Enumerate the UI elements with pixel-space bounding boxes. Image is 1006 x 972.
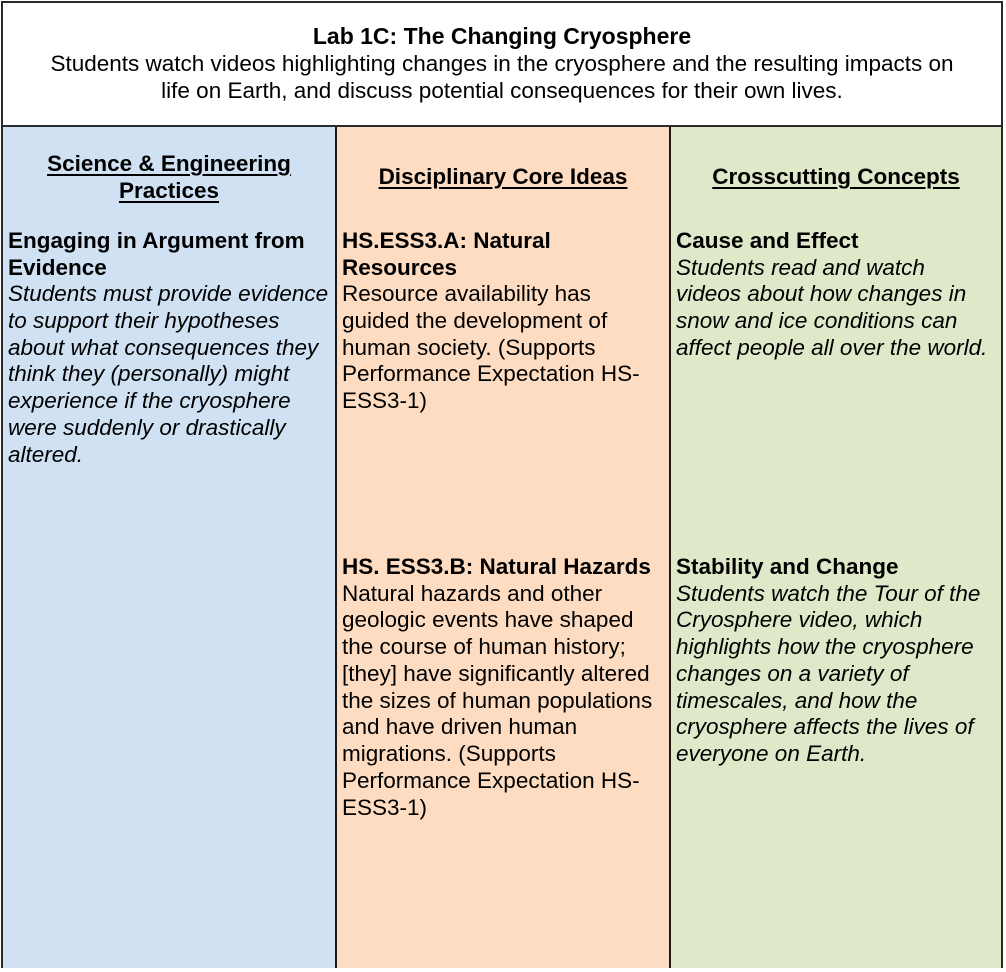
concept-entry <box>676 554 995 768</box>
entry-title: HS. ESS3.B: Natural Hazards <box>342 554 651 579</box>
column-heading: Disciplinary Core Ideas <box>378 164 628 189</box>
entry-body: Natural hazards and other geologic events have shaped the course of human history; [they] have significantly altered the sizes of human populations and have driven human migrations. (Supports Performance Expectation HS-ESS3-1) <box>342 580 653 820</box>
lab-description <box>3 50 1001 104</box>
page-title: Lab 1C: The Changing Cryosphere <box>312 23 692 49</box>
entry-title: Engaging in Argument from Evidence <box>8 228 305 280</box>
entry-title: HS.ESS3.A: Natural Resources <box>342 228 551 280</box>
entry-title: Stability and Change <box>676 554 899 579</box>
core-idea-entry <box>342 554 661 822</box>
entry-body: Resource availability has guided the development of human society. (Supports Performance Expectation HS-ESS3-1) <box>342 281 640 414</box>
lab-description-line-1: Students watch videos highlighting changes in the cryosphere and the resulting impacts on <box>50 51 954 76</box>
entry-title: Cause and Effect <box>676 228 859 253</box>
practice-entry <box>8 228 333 469</box>
column-heading-line-1: Science & Engineering <box>47 151 291 176</box>
column-heading <box>3 150 335 204</box>
column-science-engineering-practices <box>3 127 337 968</box>
column-crosscutting-concepts <box>671 127 1001 968</box>
table-header <box>3 3 1001 127</box>
core-idea-entry <box>342 228 661 415</box>
lab-standards-table <box>1 1 1003 968</box>
lab-description-line-2: life on Earth, and discuss potential consequences for their own lives. <box>161 78 843 103</box>
entry-body: Students must provide evidence to support their hypotheses about what consequences they think they (personally) might experience if the cryosphere were suddenly or drastically altered. <box>8 281 329 467</box>
column-heading-line-2: Practices <box>118 178 220 203</box>
column-disciplinary-core-ideas <box>337 127 671 968</box>
entry-body: Students read and watch videos about how changes in snow and ice conditions can affect people all over the world. <box>676 254 988 360</box>
concept-entry <box>676 228 995 362</box>
column-heading: Crosscutting Concepts <box>712 164 960 189</box>
entry-body: Students watch the Tour of the Cryosphere video, which highlights how the cryosphere changes on a variety of timescales, and how the cryosphere affects the lives of everyone on Earth. <box>676 580 981 767</box>
